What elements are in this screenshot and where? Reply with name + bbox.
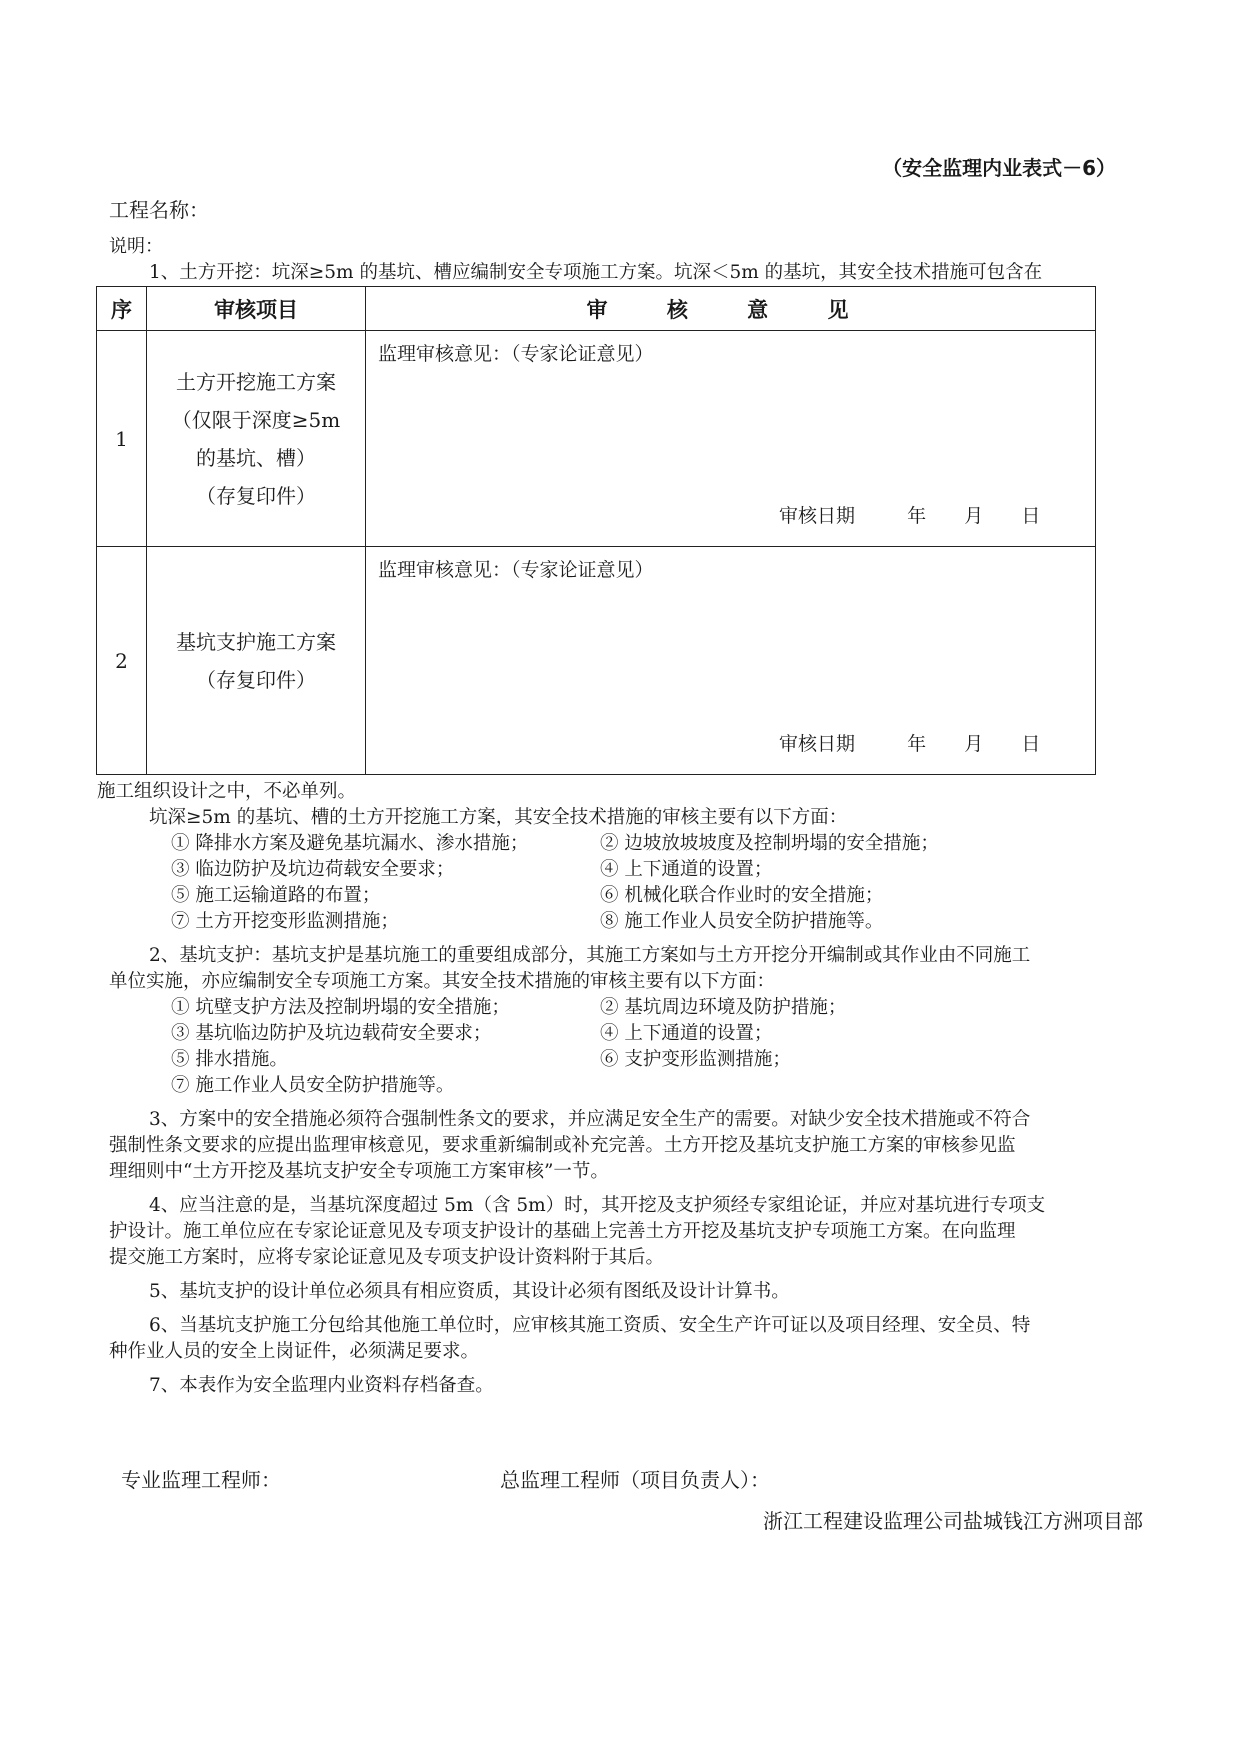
review-date-label: 审核日期	[779, 505, 856, 527]
list-item-left: ① 降排水方案及避免基坑漏水、渗水措施；	[171, 833, 529, 854]
section-1-intro: 坑深≥5m 的基坑、槽的土方开挖施工方案，其安全技术措施的审核主要有以下方面：	[149, 807, 848, 828]
list-item	[109, 1021, 1149, 1047]
list-item-left: ⑤ 施工运输道路的布置；	[171, 885, 381, 906]
list-item-right: ② 边坡放坡坡度及控制坍塌的安全措施；	[600, 833, 939, 854]
section-3-line: 理细则中“土方开挖及基坑支护安全专项施工方案审核”一节。	[109, 1161, 609, 1182]
list-item	[109, 831, 1149, 857]
header-item: 审核项目	[147, 287, 366, 331]
list-item	[109, 1047, 1149, 1073]
section-6-line: 6、当基坑支护施工分包给其他施工单位时，应审核其施工资质、安全生产许可证以及项目经理、安全员、特	[149, 1315, 1031, 1336]
date-day: 日	[1021, 505, 1041, 527]
project-name-label: 工程名称：	[109, 198, 209, 222]
form-code: （安全监理内业表式－6）	[882, 156, 1116, 180]
header-no: 序	[97, 287, 147, 331]
list-item-right: ⑥ 支护变形监测措施；	[600, 1049, 791, 1070]
list-item-left: ⑦ 土方开挖变形监测措施；	[171, 911, 399, 932]
review-item-line: （仅限于深度≥5m	[171, 407, 341, 432]
list-item	[109, 883, 1149, 909]
list-item-right: ④ 上下通道的设置；	[600, 859, 773, 880]
date-day: 日	[1021, 733, 1041, 755]
section-3-line: 强制性条文要求的应提出监理审核意见，要求重新编制或补充完善。土方开挖及基坑支护施工方案的审核参见监	[109, 1135, 1016, 1156]
review-opinion-cell[interactable]	[366, 547, 1096, 775]
list-item	[109, 1073, 1149, 1099]
section-3-line: 3、方案中的安全措施必须符合强制性条文的要求，并应满足安全生产的需要。对缺少安全技术措施或不符合	[149, 1109, 1031, 1130]
list-item-left: ⑤ 排水措施。	[171, 1049, 288, 1070]
review-item-line: （存复印件）	[196, 483, 316, 508]
section-2-line: 2、基坑支护：基坑支护是基坑施工的重要组成部分，其施工方案如与土方开挖分开编制或其作业由不同施工	[149, 945, 1031, 966]
table-row	[97, 547, 1096, 775]
instructions-body	[97, 779, 1149, 1399]
review-date-label: 审核日期	[779, 733, 856, 755]
table-row	[97, 331, 1096, 547]
review-date	[779, 729, 1040, 756]
opinion-label: 监理审核意见：（专家论证意见）	[378, 559, 654, 581]
list-item-right: ⑥ 机械化联合作业时的安全措施；	[600, 885, 884, 906]
list-item	[109, 909, 1149, 935]
description-line-1: 1、土方开挖：坑深≥5m 的基坑、槽应编制安全专项施工方案。坑深＜5m 的基坑，其安全技术措施可包含在	[149, 262, 1043, 283]
section-4-line: 4、应当注意的是，当基坑深度超过 5m（含 5m）时，其开挖及支护须经专家组论证，并应对基坑进行专项支	[149, 1195, 1046, 1216]
list-item-left: ③ 基坑临边防护及坑边载荷安全要求；	[171, 1023, 492, 1044]
row-number: 1	[97, 331, 147, 547]
header-opinion: 审 核 意 见	[366, 287, 1096, 331]
review-date	[779, 501, 1040, 528]
table-header-row	[97, 287, 1096, 331]
list-item-left: ③ 临边防护及坑边荷载安全要求；	[171, 859, 455, 880]
row-number: 2	[97, 547, 147, 775]
opinion-label: 监理审核意见：（专家论证意见）	[378, 343, 654, 365]
date-month: 月	[964, 733, 984, 755]
list-item-right: ④ 上下通道的设置；	[600, 1023, 773, 1044]
review-item	[147, 331, 366, 547]
review-table	[96, 286, 1096, 775]
section-5: 5、基坑支护的设计单位必须具有相应资质，其设计必须有图纸及设计计算书。	[149, 1281, 790, 1302]
date-month: 月	[964, 505, 984, 527]
review-opinion-cell[interactable]	[366, 331, 1096, 547]
list-item-left: ⑦ 施工作业人员安全防护措施等。	[171, 1075, 455, 1096]
list-item-right: ② 基坑周边环境及防护措施；	[600, 997, 847, 1018]
section-2-line: 单位实施，亦应编制安全专项施工方案。其安全技术措施的审核主要有以下方面：	[109, 971, 776, 992]
review-item-line: 的基坑、槽）	[196, 445, 316, 470]
review-item	[147, 547, 366, 775]
section-7: 7、本表作为安全监理内业资料存档备查。	[149, 1375, 494, 1396]
review-item-line: 土方开挖施工方案	[176, 369, 336, 394]
list-item	[109, 995, 1149, 1021]
specialist-engineer-signature[interactable]: 专业监理工程师：	[121, 1468, 281, 1492]
section-1-continued: 施工组织设计之中，不必单列。	[97, 781, 357, 802]
company-name: 浙江工程建设监理公司盐城钱江方洲项目部	[763, 1509, 1143, 1533]
chief-engineer-signature[interactable]: 总监理工程师（项目负责人）：	[500, 1468, 770, 1492]
section-4-line: 护设计。施工单位应在专家论证意见及专项支护设计的基础上完善土方开挖及基坑支护专项施工方案。在向监理	[109, 1221, 1016, 1242]
date-year: 年	[907, 733, 927, 755]
review-item-line: 基坑支护施工方案	[176, 629, 336, 654]
review-item-line: （存复印件）	[196, 667, 316, 692]
section-4-line: 提交施工方案时，应将专家论证意见及专项支护设计资料附于其后。	[109, 1247, 665, 1268]
list-item-right: ⑧ 施工作业人员安全防护措施等。	[600, 911, 884, 932]
description-label: 说明：	[109, 236, 163, 257]
section-6-line: 种作业人员的安全上岗证件，必须满足要求。	[109, 1341, 480, 1362]
date-year: 年	[907, 505, 927, 527]
list-item	[109, 857, 1149, 883]
list-item-left: ① 坑壁支护方法及控制坍塌的安全措施；	[171, 997, 510, 1018]
